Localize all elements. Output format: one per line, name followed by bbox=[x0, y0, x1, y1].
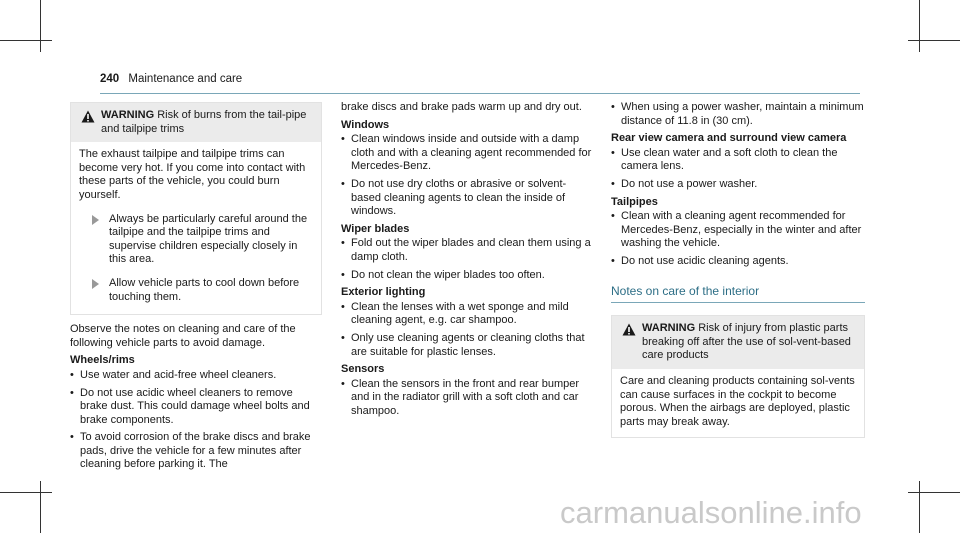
list-item: • Use clean water and a soft cloth to clean the camera lens. bbox=[611, 147, 865, 174]
warning-label: WARNING bbox=[642, 322, 696, 335]
crop-mark bbox=[40, 0, 41, 52]
wheels-list bbox=[70, 369, 322, 472]
tailpipes-list bbox=[611, 210, 865, 268]
list-item: • Do not use a power washer. bbox=[611, 178, 865, 192]
warning-label: WARNING bbox=[101, 109, 155, 121]
list-item: • Do not clean the wiper blades too often. bbox=[341, 269, 593, 283]
warning-box-tailpipe bbox=[70, 102, 322, 315]
list-item: • Clean the lenses with a wet sponge and mild cleaning agent, e.g. car shampoo. bbox=[341, 301, 593, 328]
list-item: • Only use cleaning agents or cleaning cloths that are suitable for plastic lenses. bbox=[341, 332, 593, 359]
list-item: • Do not use acidic cleaning agents. bbox=[611, 255, 865, 269]
subheading-camera: Rear view camera and surround view camera bbox=[611, 132, 847, 145]
page-number: 240 bbox=[100, 73, 120, 85]
list-item: • Fold out the wiper blades and clean them using a damp cloth. bbox=[341, 237, 593, 264]
list-item: • To avoid corrosion of the brake discs and brake pads, drive the vehicle for a few minutes after cleaning before parking it. The bbox=[70, 431, 322, 472]
section-heading-interior: Notes on care of the interior bbox=[611, 283, 760, 298]
crop-mark bbox=[0, 40, 52, 41]
list-item: • When using a power washer, maintain a minimum distance of 11.8 in (30 cm). bbox=[611, 101, 865, 128]
warning-body bbox=[612, 369, 864, 437]
subheading-sensors: Sensors bbox=[341, 363, 385, 376]
wiper-list bbox=[341, 237, 593, 282]
continued-text: brake discs and brake pads warm up and dry out. bbox=[341, 101, 582, 113]
column-2 bbox=[341, 101, 593, 422]
subheading-exterior-lighting: Exterior lighting bbox=[341, 286, 426, 299]
warning-triangle-icon bbox=[81, 110, 95, 123]
list-item: • Clean the sensors in the front and rear bumper and in the radiator grill with a soft cloth and car shampoo. bbox=[341, 378, 593, 419]
section-rule bbox=[611, 302, 865, 303]
warning-triangle-icon bbox=[622, 323, 636, 336]
warning-title: Risk of burns from the tail-pipe and tailpipe trims bbox=[101, 109, 307, 135]
subheading-wiper-blades: Wiper blades bbox=[341, 222, 410, 235]
warning-step: Allow vehicle parts to cool down before touching them. bbox=[79, 277, 313, 304]
column-1 bbox=[70, 102, 322, 476]
watermark: carmanualsonline.info bbox=[560, 495, 862, 530]
crop-mark bbox=[40, 481, 41, 533]
subheading-windows: Windows bbox=[341, 118, 390, 131]
warning-body bbox=[71, 142, 321, 314]
washer-list bbox=[611, 101, 865, 128]
crop-mark bbox=[919, 481, 920, 533]
sensors-list bbox=[341, 378, 593, 419]
list-item: • Clean with a cleaning agent recommended for Mercedes-Benz, especially in the winter and after washing the vehicle. bbox=[611, 210, 865, 251]
arrow-right-icon bbox=[92, 215, 99, 225]
warning-box-interior bbox=[611, 315, 865, 438]
crop-mark bbox=[908, 492, 960, 493]
crop-mark bbox=[908, 40, 960, 41]
windows-list bbox=[341, 133, 593, 219]
page-header bbox=[100, 73, 242, 85]
subheading-tailpipes: Tailpipes bbox=[611, 195, 658, 208]
list-item: • Use water and acid-free wheel cleaners. bbox=[70, 369, 322, 383]
warning-header bbox=[71, 103, 321, 142]
crop-mark bbox=[919, 0, 920, 52]
warning-title: Risk of injury from plastic parts breaking off after the use of sol-vent-based care products bbox=[642, 322, 851, 362]
arrow-right-icon bbox=[92, 279, 99, 289]
column-3 bbox=[611, 101, 865, 446]
list-item: • Clean windows inside and outside with a damp cloth and with a cleaning agent recommended for Mercedes-Benz. bbox=[341, 133, 593, 174]
crop-mark bbox=[0, 492, 52, 493]
camera-list bbox=[611, 147, 865, 192]
list-item: • Do not use dry cloths or abrasive or solvent-based cleaning agents to clean the inside of windows. bbox=[341, 178, 593, 219]
subheading-wheels: Wheels/rims bbox=[70, 354, 135, 367]
intro-paragraph: Observe the notes on cleaning and care of the following vehicle parts to avoid damage. bbox=[70, 323, 296, 349]
warning-step: Always be particularly careful around the tailpipe and the tailpipe trims and supervise children especially closely in this area. bbox=[79, 213, 313, 267]
exterior-list bbox=[341, 301, 593, 359]
warning-text: Care and cleaning products containing sol-vents can cause surfaces in the cockpit to become porous. When the airbags are deployed, plastic parts may break away. bbox=[620, 374, 855, 428]
warning-header bbox=[612, 316, 864, 369]
warning-text: The exhaust tailpipe and tailpipe trims can become very hot. If you come into contact with these parts of the vehicle, you could burn yourself. bbox=[79, 148, 306, 201]
list-item: • Do not use acidic wheel cleaners to remove brake dust. This could damage wheel bolts and brake components. bbox=[70, 387, 322, 428]
section-title: Maintenance and care bbox=[128, 73, 243, 85]
header-rule bbox=[100, 93, 860, 94]
